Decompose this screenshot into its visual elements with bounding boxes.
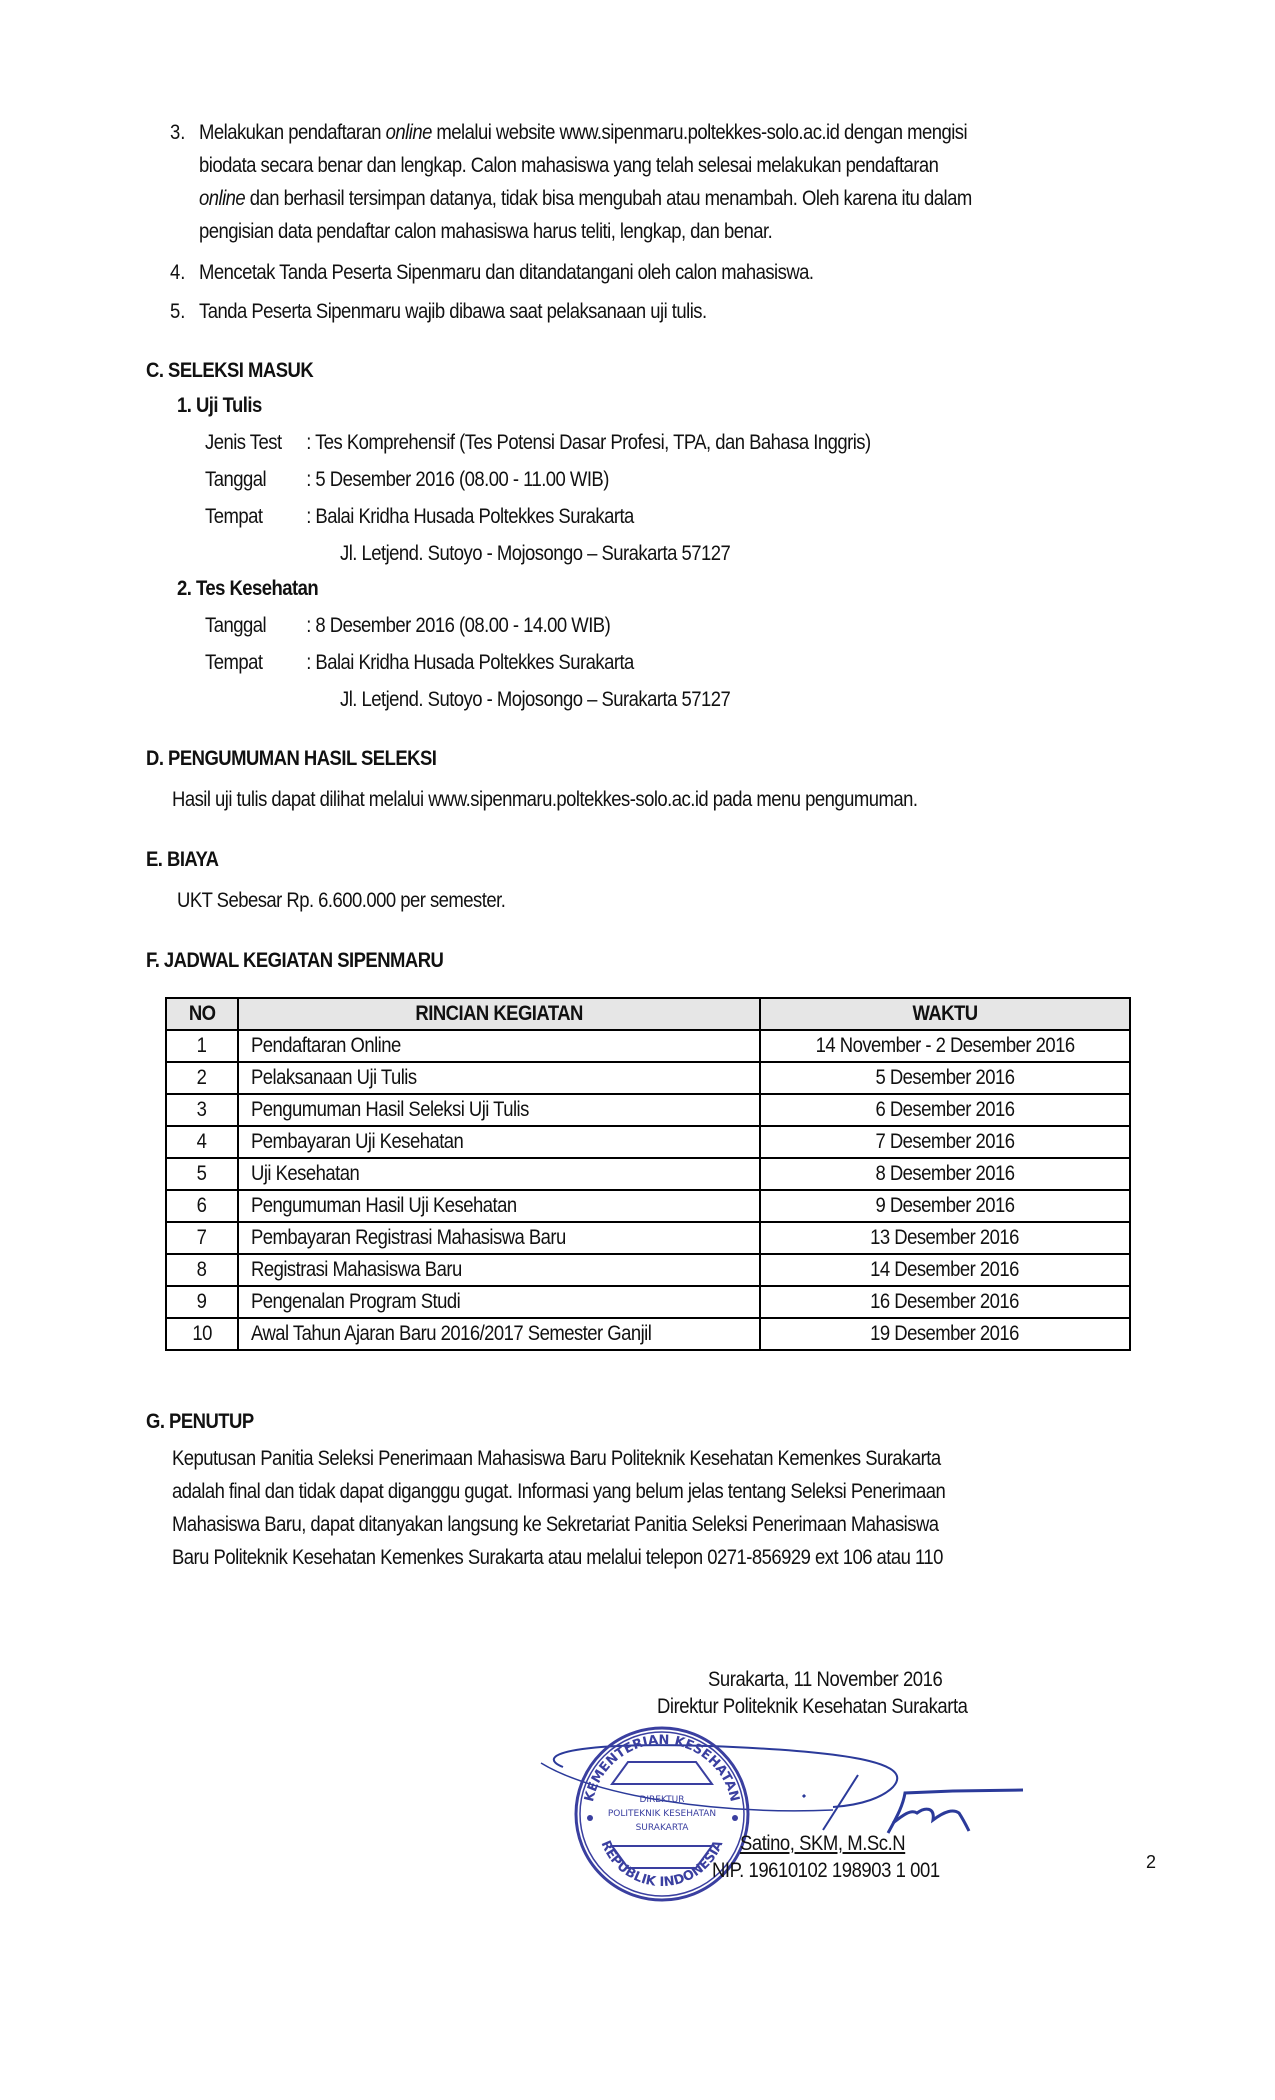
cell-time bbox=[760, 1222, 1130, 1254]
table-row bbox=[166, 1318, 1130, 1350]
cell-no bbox=[166, 1190, 238, 1222]
cell-text: 14 Desember 2016 bbox=[870, 1258, 1020, 1281]
cell-activity bbox=[238, 1030, 760, 1062]
cell-activity bbox=[238, 1286, 760, 1318]
schedule-table bbox=[165, 997, 1131, 1351]
cell-text: 8 Desember 2016 bbox=[875, 1162, 1015, 1185]
section-g-paragraph bbox=[172, 1442, 1149, 1574]
step-3-paragraph bbox=[199, 116, 1170, 248]
cell-time bbox=[760, 1158, 1130, 1190]
svg-text:KEMENTERIAN KESEHATAN: KEMENTERIAN KESEHATAN bbox=[582, 1732, 742, 1804]
cell-text: Pengumuman Hasil Seleksi Uji Tulis bbox=[251, 1098, 529, 1121]
header-text: RINCIAN KEGIATAN bbox=[415, 1002, 583, 1025]
cell-text: Pengenalan Program Studi bbox=[251, 1290, 461, 1313]
tes-kesehatan-address: Jl. Letjend. Sutoyo - Mojosongo – Surakarta 57127 bbox=[340, 688, 731, 711]
table-row bbox=[166, 1222, 1130, 1254]
field-value: : Tes Komprehensif (Tes Potensi Dasar Profesi, TPA, dan Bahasa Inggris) bbox=[306, 431, 871, 454]
cell-activity bbox=[238, 1222, 760, 1254]
cell-time bbox=[760, 1286, 1130, 1318]
cell-no bbox=[166, 1126, 238, 1158]
place-date: Surakarta, 11 November 2016 bbox=[708, 1668, 943, 1691]
field-label: Tanggal bbox=[205, 614, 267, 637]
cell-activity bbox=[238, 1318, 760, 1350]
cell-text: 6 Desember 2016 bbox=[875, 1098, 1015, 1121]
cell-time bbox=[760, 1126, 1130, 1158]
cell-text: 16 Desember 2016 bbox=[870, 1290, 1020, 1313]
cell-text: 1 bbox=[197, 1034, 207, 1057]
cell-text: Pendaftaran Online bbox=[251, 1034, 401, 1057]
cell-no bbox=[166, 1062, 238, 1094]
uji-tulis-tanggal bbox=[205, 463, 609, 496]
column-header-rincian bbox=[238, 998, 760, 1030]
cell-text: 5 Desember 2016 bbox=[875, 1066, 1015, 1089]
cell-no bbox=[166, 1030, 238, 1062]
svg-text:DIREKTUR: DIREKTUR bbox=[639, 1795, 685, 1805]
cell-activity bbox=[238, 1158, 760, 1190]
field-label: Jenis Test bbox=[205, 431, 282, 454]
cell-time bbox=[760, 1030, 1130, 1062]
section-e-text: UKT Sebesar Rp. 6.600.000 per semester. bbox=[177, 889, 506, 912]
tes-kesehatan-tempat bbox=[205, 646, 634, 679]
text-line: Baru Politeknik Kesehatan Kemenkes Surakarta atau melalui telepon 0271-856929 ext 106 atau 110 bbox=[172, 1546, 943, 1569]
step-5-text: Tanda Peserta Sipenmaru wajib dibawa saat pelaksanaan uji tulis. bbox=[199, 300, 707, 323]
cell-text: 9 Desember 2016 bbox=[875, 1194, 1015, 1217]
table-header-row bbox=[166, 998, 1130, 1030]
cell-text: Pengumuman Hasil Uji Kesehatan bbox=[251, 1194, 517, 1217]
page-number: 2 bbox=[1146, 1852, 1157, 1872]
cell-time bbox=[760, 1062, 1130, 1094]
field-label: Tempat bbox=[205, 651, 263, 674]
section-f-heading: F. JADWAL KEGIATAN SIPENMARU bbox=[146, 949, 444, 972]
signatory-position: Direktur Politeknik Kesehatan Surakarta bbox=[657, 1695, 968, 1718]
cell-text: 10 bbox=[192, 1322, 212, 1345]
field-label: Tanggal bbox=[205, 468, 267, 491]
cell-text: 9 bbox=[197, 1290, 207, 1313]
signatory-name: Satino, SKM, M.Sc.N bbox=[740, 1832, 906, 1855]
step-4-text: Mencetak Tanda Peserta Sipenmaru dan ditandatangani oleh calon mahasiswa. bbox=[199, 261, 814, 284]
field-label: Tempat bbox=[205, 505, 263, 528]
cell-text: 13 Desember 2016 bbox=[870, 1226, 1020, 1249]
section-g-heading: G. PENUTUP bbox=[146, 1410, 254, 1433]
uji-tulis-title: 1. Uji Tulis bbox=[177, 394, 262, 417]
cell-text: 19 Desember 2016 bbox=[870, 1322, 1020, 1345]
svg-text:POLITEKNIK KESEHATAN: POLITEKNIK KESEHATAN bbox=[607, 1809, 717, 1819]
text: Melakukan pendaftaran bbox=[199, 121, 386, 144]
section-e-heading: E. BIAYA bbox=[146, 848, 219, 871]
cell-no bbox=[166, 1094, 238, 1126]
text-line: Mahasiswa Baru, dapat ditanyakan langsung ke Sekretariat Panitia Seleksi Penerimaan Mahasiswa bbox=[172, 1513, 939, 1536]
cell-text: 6 bbox=[197, 1194, 207, 1217]
cell-no bbox=[166, 1286, 238, 1318]
cell-time bbox=[760, 1318, 1130, 1350]
list-number: 5. bbox=[170, 300, 186, 323]
cell-time bbox=[760, 1094, 1130, 1126]
uji-tulis-jenis-test bbox=[205, 426, 871, 459]
text: biodata secara benar dan lengkap. Calon mahasiswa yang telah selesai melakukan pendaftaran bbox=[199, 154, 939, 177]
table-row bbox=[166, 1286, 1130, 1318]
cell-text: 8 bbox=[197, 1258, 207, 1281]
text: pengisian data pendaftar calon mahasiswa harus teliti, lengkap, dan benar. bbox=[199, 220, 773, 243]
italic-text: online bbox=[199, 187, 246, 210]
section-d-heading: D. PENGUMUMAN HASIL SELEKSI bbox=[146, 747, 437, 770]
cell-text: 7 bbox=[197, 1226, 207, 1249]
cell-text: Pelaksanaan Uji Tulis bbox=[251, 1066, 417, 1089]
table-row bbox=[166, 1126, 1130, 1158]
cell-text: 4 bbox=[197, 1130, 207, 1153]
table-row bbox=[166, 1062, 1130, 1094]
cell-text: Awal Tahun Ajaran Baru 2016/2017 Semester Ganjil bbox=[251, 1322, 652, 1345]
text: melalui website www.sipenmaru.poltekkes-solo.ac.id dengan mengisi bbox=[431, 121, 968, 144]
cell-activity bbox=[238, 1254, 760, 1286]
list-number: 3. bbox=[170, 121, 186, 144]
cell-time bbox=[760, 1254, 1130, 1286]
cell-text: Registrasi Mahasiswa Baru bbox=[251, 1258, 462, 1281]
table-row bbox=[166, 1030, 1130, 1062]
cell-no bbox=[166, 1222, 238, 1254]
uji-tulis-tempat bbox=[205, 500, 634, 533]
section-c-heading: C. SELEKSI MASUK bbox=[146, 359, 314, 382]
svg-text:REPUBLIK INDONESIA: REPUBLIK INDONESIA bbox=[597, 1838, 727, 1891]
field-value: : 5 Desember 2016 (08.00 - 11.00 WIB) bbox=[306, 468, 609, 491]
cell-no bbox=[166, 1318, 238, 1350]
uji-tulis-address: Jl. Letjend. Sutoyo - Mojosongo – Surakarta 57127 bbox=[340, 542, 731, 565]
cell-no bbox=[166, 1158, 238, 1190]
table-row bbox=[166, 1094, 1130, 1126]
text-line: adalah final dan tidak dapat diganggu gugat. Informasi yang belum jelas tentang Seleksi Penerimaan bbox=[172, 1480, 946, 1503]
tes-kesehatan-tanggal bbox=[205, 609, 610, 642]
cell-text: 3 bbox=[197, 1098, 207, 1121]
cell-text: Pembayaran Registrasi Mahasiswa Baru bbox=[251, 1226, 566, 1249]
cell-activity bbox=[238, 1062, 760, 1094]
cell-text: 2 bbox=[197, 1066, 207, 1089]
cell-text: Pembayaran Uji Kesehatan bbox=[251, 1130, 464, 1153]
signatory-nip: NIP. 19610102 198903 1 001 bbox=[712, 1859, 940, 1882]
field-value: : 8 Desember 2016 (08.00 - 14.00 WIB) bbox=[306, 614, 611, 637]
cell-activity bbox=[238, 1126, 760, 1158]
cell-text: 5 bbox=[197, 1162, 207, 1185]
field-value: : Balai Kridha Husada Poltekkes Surakarta bbox=[306, 505, 634, 528]
table-row bbox=[166, 1190, 1130, 1222]
cell-text: 14 November - 2 Desember 2016 bbox=[815, 1034, 1075, 1057]
cell-activity bbox=[238, 1094, 760, 1126]
italic-text: online bbox=[385, 121, 432, 144]
cell-no bbox=[166, 1254, 238, 1286]
header-text: WAKTU bbox=[912, 1002, 978, 1025]
header-text: NO bbox=[188, 1002, 216, 1025]
tes-kesehatan-title: 2. Tes Kesehatan bbox=[177, 577, 319, 600]
cell-text: 7 Desember 2016 bbox=[875, 1130, 1015, 1153]
column-header-waktu bbox=[760, 998, 1130, 1030]
list-number: 4. bbox=[170, 261, 186, 284]
text: dan berhasil tersimpan datanya, tidak bisa mengubah atau menambah. Oleh karena itu dalam bbox=[245, 187, 972, 210]
cell-activity bbox=[238, 1190, 760, 1222]
text-line: Keputusan Panitia Seleksi Penerimaan Mahasiswa Baru Politeknik Kesehatan Kemenkes Surakarta bbox=[172, 1447, 941, 1470]
column-header-no bbox=[166, 998, 238, 1030]
table-row bbox=[166, 1254, 1130, 1286]
svg-text:SURAKARTA: SURAKARTA bbox=[635, 1823, 689, 1833]
field-value: : Balai Kridha Husada Poltekkes Surakarta bbox=[306, 651, 634, 674]
cell-text: Uji Kesehatan bbox=[251, 1162, 360, 1185]
table-row bbox=[166, 1158, 1130, 1190]
cell-time bbox=[760, 1190, 1130, 1222]
section-d-text: Hasil uji tulis dapat dilihat melalui www.sipenmaru.poltekkes-solo.ac.id pada menu pengumuman. bbox=[172, 788, 918, 811]
